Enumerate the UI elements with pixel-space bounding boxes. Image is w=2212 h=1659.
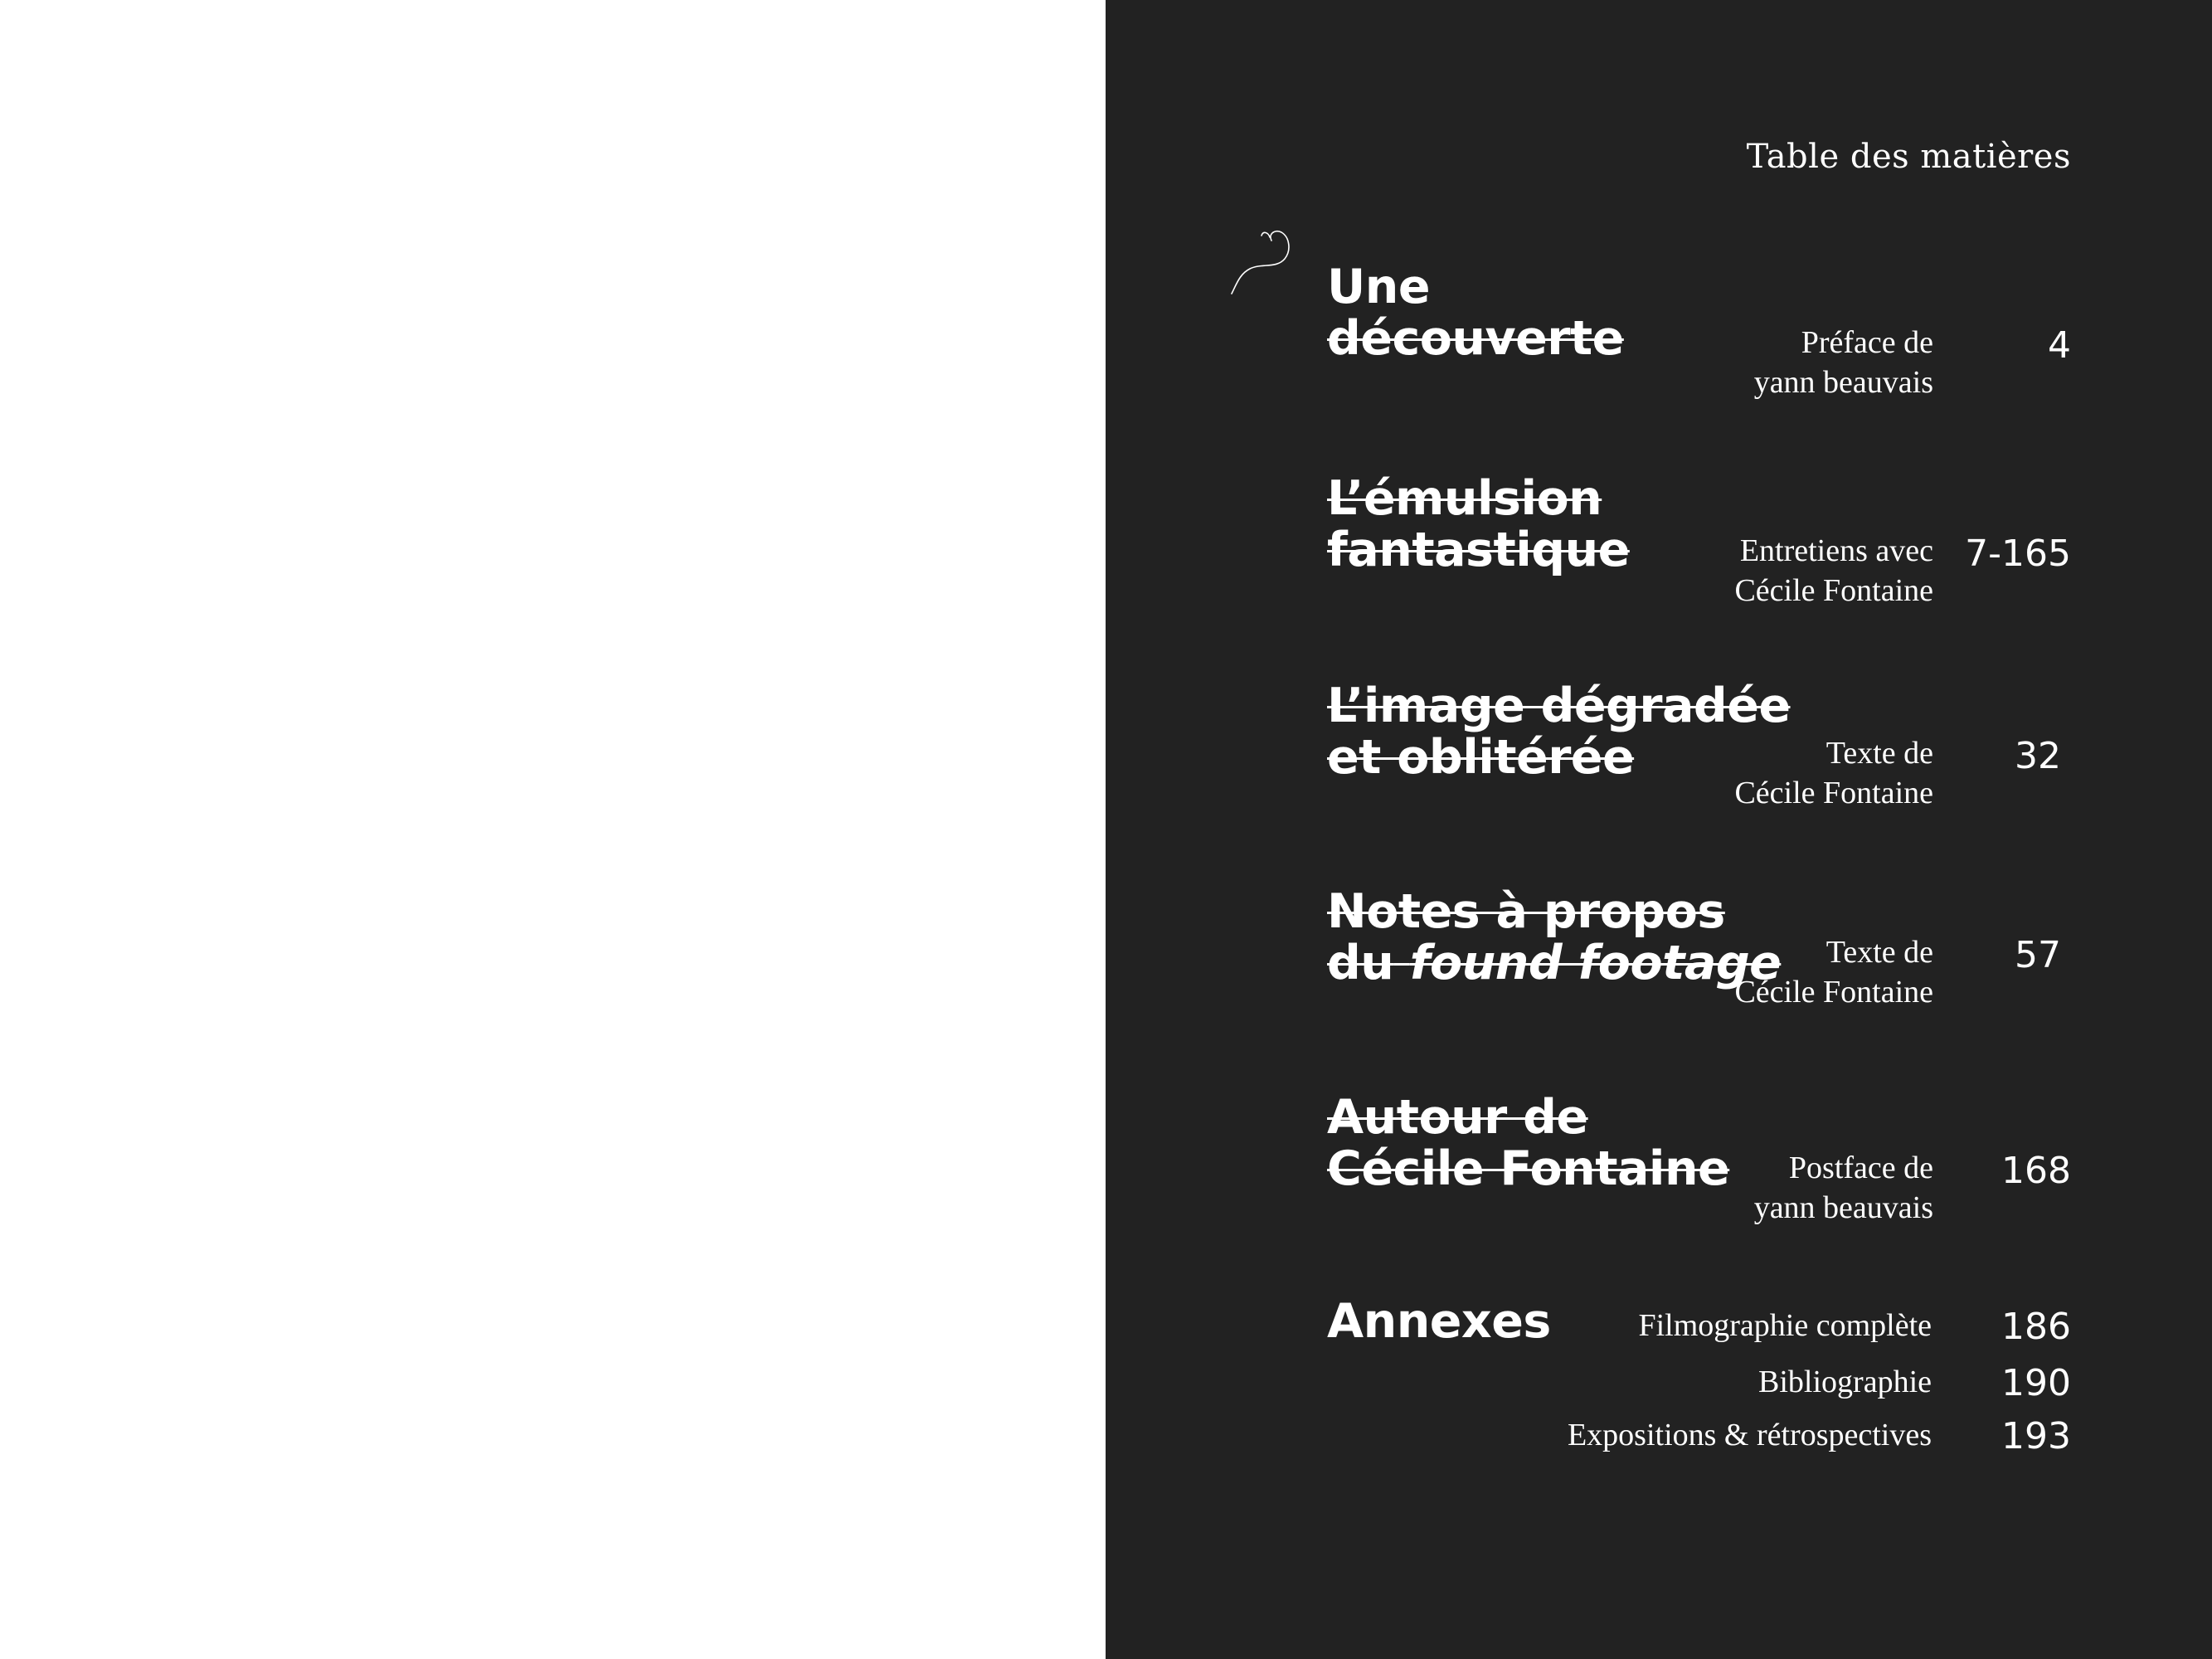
toc-page xyxy=(1106,0,2212,1659)
entry-page-number: 168 xyxy=(2001,1150,2071,1192)
annex-item-label[interactable]: Expositions & rétrospectives xyxy=(1567,1418,1932,1452)
entry-title: Annexes xyxy=(1327,1294,1551,1349)
entry-title: Notes à propos du found footage xyxy=(1327,884,1782,990)
entry-title: Autour de Cécile Fontaine xyxy=(1327,1090,1730,1196)
entry-title: L’image dégradée et oblitérée xyxy=(1327,679,1791,785)
squiggle-line-icon xyxy=(1230,226,1292,297)
entry-description: Texte de Cécile Fontaine xyxy=(1734,736,1933,810)
entry-title: L’émulsion fantastique xyxy=(1327,471,1630,577)
annex-item-page: 186 xyxy=(2001,1306,2071,1348)
entry-description: Texte de Cécile Fontaine xyxy=(1734,935,1933,1010)
entry-page-number: 4 xyxy=(2048,324,2071,367)
annex-item-label[interactable]: Bibliographie xyxy=(1758,1365,1932,1399)
entry-page-number: 7-165 xyxy=(1965,533,2071,575)
toc-heading: Table des matières xyxy=(1746,138,2071,176)
entry-title: Une découverte xyxy=(1327,260,1624,366)
annex-item-page: 190 xyxy=(2001,1362,2071,1404)
entry-page-number: 32 xyxy=(2015,735,2061,777)
entry-description: Préface de yann beauvais xyxy=(1753,325,1933,400)
entry-description: Entretiens avec Cécile Fontaine xyxy=(1734,533,1933,608)
entry-page-number: 57 xyxy=(2015,934,2061,976)
entry-description: Postface de yann beauvais xyxy=(1753,1151,1933,1225)
annex-item-label[interactable]: Filmographie complète xyxy=(1638,1308,1932,1343)
annex-item-page: 193 xyxy=(2001,1415,2071,1457)
